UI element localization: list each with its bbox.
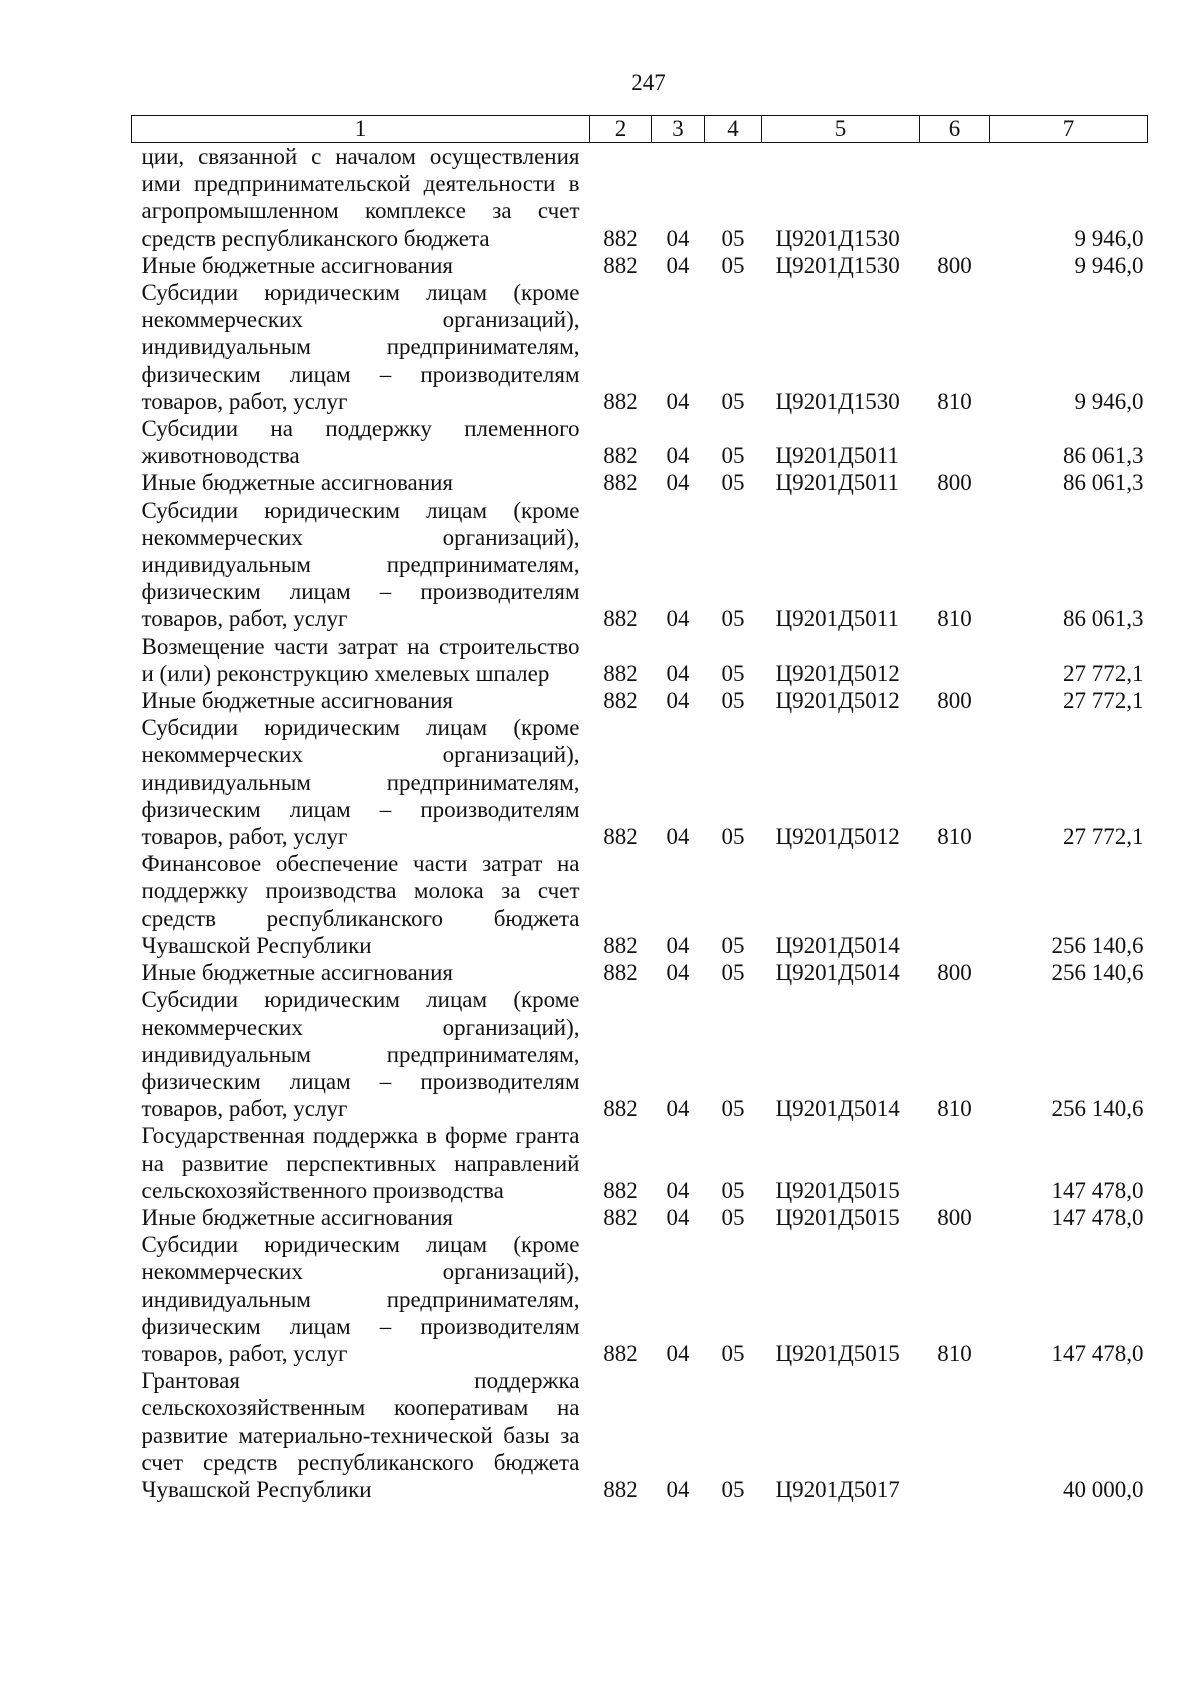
row-vr: 800 — [937, 960, 972, 986]
row-name: Иные бюджетные ассигнования — [141, 252, 453, 278]
row-podrazdel: 05 — [721, 1096, 745, 1122]
row-csr: Ц9201Д5014 — [775, 1096, 900, 1122]
row-sum: 9 946,0 — [1074, 388, 1144, 414]
row-sum: 40 000,0 — [1063, 1476, 1144, 1502]
row-name: Субсидии на поддержку племенного животноводства — [141, 416, 580, 469]
row-razdel: 04 — [666, 388, 690, 414]
row-csr: Ц9201Д5011 — [775, 606, 899, 632]
row-glava: 882 — [603, 1096, 638, 1122]
header-col-3: 3 — [652, 116, 705, 143]
table-row — [132, 143, 1148, 252]
row-csr: Ц9201Д1530 — [775, 388, 900, 414]
row-glava: 882 — [603, 1204, 638, 1230]
table-row — [132, 687, 1148, 714]
row-name: Возмещение части затрат на строительство и (или) реконструкцию хмелевых шпалер — [141, 633, 580, 686]
header-col-4: 4 — [705, 116, 762, 143]
row-podrazdel: 05 — [721, 1177, 745, 1203]
row-razdel: 04 — [666, 660, 690, 686]
table-row — [132, 469, 1148, 496]
row-podrazdel: 05 — [721, 960, 745, 986]
table-row — [132, 1204, 1148, 1231]
row-csr: Ц9201Д5014 — [775, 932, 900, 958]
row-razdel: 04 — [666, 1476, 690, 1502]
row-name: Грантовая поддержка сельскохозяйственным кооперативам на развитие материально-технической базы за счет средств республиканского бюджета Чувашской Республики — [141, 1368, 580, 1502]
row-csr: Ц9201Д5012 — [775, 824, 900, 850]
row-razdel: 04 — [666, 1340, 690, 1366]
header-col-6: 6 — [920, 116, 990, 143]
row-podrazdel: 05 — [721, 1204, 745, 1230]
row-vr — [920, 850, 990, 959]
table-row — [132, 497, 1148, 633]
row-glava: 882 — [603, 1177, 638, 1203]
row-sum: 27 772,1 — [1063, 688, 1144, 714]
row-vr: 800 — [937, 252, 972, 278]
row-sum: 256 140,6 — [1051, 1096, 1144, 1122]
row-csr: Ц9201Д5015 — [775, 1177, 900, 1203]
header-col-2: 2 — [590, 116, 652, 143]
row-podrazdel: 05 — [721, 388, 745, 414]
row-name: Субсидии юридическим лицам (кроме некоммерческих организаций), индивидуальным предпринимателям, физическим лицам – производителям товаров, работ, услуг — [141, 497, 580, 632]
table-row — [132, 714, 1148, 850]
row-razdel: 04 — [666, 225, 690, 251]
row-vr: 800 — [937, 688, 972, 714]
row-razdel: 04 — [666, 824, 690, 850]
row-razdel: 04 — [666, 443, 690, 469]
row-razdel: 04 — [666, 1177, 690, 1203]
table-row — [132, 415, 1148, 469]
header-col-5: 5 — [762, 116, 920, 143]
row-podrazdel: 05 — [721, 252, 745, 278]
header-row — [132, 116, 1148, 143]
row-sum: 256 140,6 — [1051, 960, 1144, 986]
row-sum: 147 478,0 — [1051, 1340, 1144, 1366]
row-name: ции, связанной с началом осуществления ими предпринимательской деятельности в агропромышленном комплексе за счет средств республиканского бюджета — [141, 144, 580, 251]
row-razdel: 04 — [666, 470, 690, 496]
row-vr: 810 — [937, 606, 972, 632]
row-sum: 86 061,3 — [1063, 470, 1144, 496]
row-podrazdel: 05 — [721, 688, 745, 714]
row-glava: 882 — [603, 388, 638, 414]
row-name: Иные бюджетные ассигнования — [141, 1204, 453, 1230]
row-name: Государственная поддержка в форме гранта на развитие перспективных направлений сельскохозяйственного производства — [141, 1123, 580, 1203]
row-razdel: 04 — [666, 932, 690, 958]
row-csr: Ц9201Д5015 — [775, 1204, 900, 1230]
page-number: 247 — [631, 70, 666, 95]
row-vr: 800 — [937, 470, 972, 496]
row-podrazdel: 05 — [721, 660, 745, 686]
table-row — [132, 279, 1148, 415]
row-glava: 882 — [603, 225, 638, 251]
row-name: Субсидии юридическим лицам (кроме некоммерческих организаций), индивидуальным предпринимателям, физическим лицам – производителям товаров, работ, услуг — [141, 715, 580, 850]
row-glava: 882 — [603, 824, 638, 850]
row-name: Финансовое обеспечение части затрат на поддержку производства молока за счет средств республиканского бюджета Чувашской Республики — [141, 851, 580, 958]
row-name: Иные бюджетные ассигнования — [141, 470, 453, 496]
table-row — [132, 1122, 1148, 1204]
table-row — [132, 1367, 1148, 1503]
row-csr: Ц9201Д5012 — [775, 688, 900, 714]
row-sum: 256 140,6 — [1051, 932, 1144, 958]
row-podrazdel: 05 — [721, 443, 745, 469]
row-podrazdel: 05 — [721, 932, 745, 958]
row-razdel: 04 — [666, 688, 690, 714]
row-glava: 882 — [603, 1340, 638, 1366]
header-col-1: 1 — [132, 116, 590, 143]
row-csr: Ц9201Д5011 — [775, 443, 899, 469]
row-vr — [920, 1367, 990, 1503]
table-header — [132, 116, 1148, 143]
row-podrazdel: 05 — [721, 1340, 745, 1366]
table-row — [132, 850, 1148, 959]
row-podrazdel: 05 — [721, 470, 745, 496]
row-podrazdel: 05 — [721, 606, 745, 632]
row-csr: Ц9201Д5012 — [775, 660, 900, 686]
table-row — [132, 959, 1148, 986]
row-vr: 810 — [937, 1096, 972, 1122]
row-csr: Ц9201Д5011 — [775, 470, 899, 496]
row-sum: 9 946,0 — [1074, 225, 1144, 251]
row-glava: 882 — [603, 932, 638, 958]
row-sum: 27 772,1 — [1063, 660, 1144, 686]
row-sum: 27 772,1 — [1063, 824, 1144, 850]
row-razdel: 04 — [666, 252, 690, 278]
row-name: Субсидии юридическим лицам (кроме некоммерческих организаций), индивидуальным предпринимателям, физическим лицам – производителям товаров, работ, услуг — [141, 987, 580, 1122]
row-csr: Ц9201Д5014 — [775, 960, 900, 986]
row-vr — [920, 415, 990, 469]
row-vr: 810 — [937, 824, 972, 850]
row-sum: 147 478,0 — [1051, 1204, 1144, 1230]
row-vr — [920, 633, 990, 687]
row-name: Субсидии юридическим лицам (кроме некоммерческих организаций), индивидуальным предпринимателям, физическим лицам – производителям товаров, работ, услуг — [141, 280, 580, 414]
row-vr — [920, 143, 990, 252]
row-glava: 882 — [603, 660, 638, 686]
row-csr: Ц9201Д5015 — [775, 1340, 900, 1366]
table-row — [132, 986, 1148, 1122]
row-razdel: 04 — [666, 1096, 690, 1122]
row-name: Иные бюджетные ассигнования — [141, 960, 453, 986]
table-row — [132, 633, 1148, 687]
row-sum: 86 061,3 — [1063, 443, 1144, 469]
row-vr: 800 — [937, 1204, 972, 1230]
row-glava: 882 — [603, 1476, 638, 1502]
row-sum: 9 946,0 — [1074, 252, 1144, 278]
row-sum: 86 061,3 — [1063, 606, 1144, 632]
row-podrazdel: 05 — [721, 1476, 745, 1502]
row-csr: Ц9201Д1530 — [775, 225, 900, 251]
table-row — [132, 252, 1148, 279]
row-name: Иные бюджетные ассигнования — [141, 688, 453, 714]
table-row — [132, 1231, 1148, 1367]
row-podrazdel: 05 — [721, 225, 745, 251]
row-csr: Ц9201Д1530 — [775, 252, 900, 278]
row-vr — [920, 1122, 990, 1204]
row-glava: 882 — [603, 688, 638, 714]
row-podrazdel: 05 — [721, 824, 745, 850]
row-glava: 882 — [603, 470, 638, 496]
budget-table — [131, 115, 1148, 1503]
row-glava: 882 — [603, 252, 638, 278]
row-razdel: 04 — [666, 960, 690, 986]
row-razdel: 04 — [666, 606, 690, 632]
row-glava: 882 — [603, 443, 638, 469]
table-body — [132, 143, 1148, 1504]
row-sum: 147 478,0 — [1051, 1177, 1144, 1203]
row-vr: 810 — [937, 1340, 972, 1366]
row-glava: 882 — [603, 960, 638, 986]
row-csr: Ц9201Д5017 — [775, 1476, 900, 1502]
row-name: Субсидии юридическим лицам (кроме некоммерческих организаций), индивидуальным предпринимателям, физическим лицам – производителям товаров, работ, услуг — [141, 1232, 580, 1366]
row-razdel: 04 — [666, 1204, 690, 1230]
header-col-7: 7 — [990, 116, 1148, 143]
row-glava: 882 — [603, 606, 638, 632]
row-vr: 810 — [937, 388, 972, 414]
